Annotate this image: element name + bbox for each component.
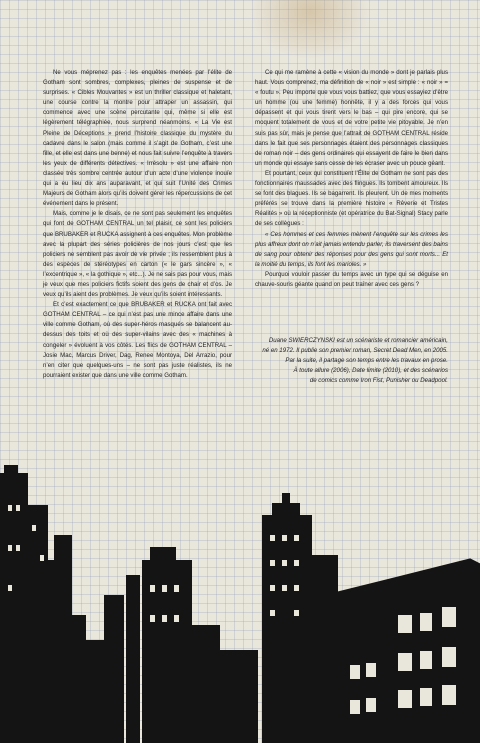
right-paragraph-3: Pourquoi vouloir passer du temps avec un type qui se déguise en chauve-souris géante quand on peut traîner avec ces gens ? bbox=[255, 270, 448, 288]
byline-line-5: de comics comme Iron Fist, Punisher ou Deadpool. bbox=[309, 377, 448, 385]
right-paragraph-1: Ce qui me ramène à cette « vision du monde » dont je parlais plus haut. Vous comprenez, ma définition de « noir » est simple : « noir » = « foutu ». Peu importe que vous vous battiez, que vous essayiez d’être un homme (ou une femme) honnête, il y a des forces qui vous dépassent et qui vous tirent vers le bas – qui pire encore, qui se moquent totalement de vous et de votre petite vie pitoyable. Je n’en suis pas sûr, mais je pense que l’attrait de GOTHAM CENTRAL réside dans le fait que ses personnages étaient des personnages classiques de roman noir – des gens ordinaires qui essayent de faire le bien dans un monde qui essaye sans cesse de les écraser avec un pouce géant. bbox=[255, 69, 448, 167]
byline-line-3: Par la suite, il partage son temps entre les travaux en prose. bbox=[285, 357, 448, 365]
byline-line-4: À toute allure (2006), Date limite (2010), et des scénarios bbox=[293, 367, 448, 375]
author-byline bbox=[255, 336, 448, 386]
right-column bbox=[255, 68, 448, 290]
city-skyline-illustration bbox=[0, 465, 480, 743]
byline-line-2: né en 1972. Il publie son premier roman, Secret Dead Men, en 2005. bbox=[262, 347, 448, 355]
left-paragraph-1: Ne vous méprenez pas : les enquêtes menées par l’élite de Gotham sont sombres, complexes, pleines de suspense et de surprises. « Cibles Mouvantes » est un thriller classique et haletant, une course contre la montre pour attraper un assassin, qui commence avec une scène percutante qui, même si elle est légèrement télégraphiée, nous surprend néanmoins. « La Vie est Pleine de Déceptions » prend l’histoire classique du mystère du cadavre dans le salon (mais comme il s’agit de Gotham, c’est une fille, et elle est dans une benne) et nous fait suivre l’enquête à travers les yeux de différents détectives. « Irrésolu » est une affaire non classée très sombre centrée autour d’un acte d’une violence inouïe qui a eu lieu dix ans auparavant, et qui suit l’Unité des Crimes Majeurs de Gotham alors qu’ils doivent gérer les répercussions de cet événement dans le présent. bbox=[43, 69, 232, 208]
left-paragraph-2: Mais, comme je le disais, ce ne sont pas seulement les enquêtes qui font de GOTHAM CENTRAL un tel plaisir, ce sont les policiers que BRUBAKER et RUCKA assignent à ces enquêtes. Mon problème avec la plupart des séries policières de nos jours c’est que les policiers ne semblent pas avoir de vie privée ; ils ressemblent plus à des espèces de stéréotypes en carton (« le gars sincère », « l’excentrique », « la gothique », etc...). Je ne sais pas pour vous, mais je veux que mes policiers fictifs soient des gens de chair et d’os. Je veux qu’ils aient des problèmes. Je veux qu’ils soient intéressants. bbox=[43, 210, 232, 299]
left-column bbox=[43, 68, 232, 381]
right-quote: « Ces hommes et ces femmes mènent l’enquête sur les crimes les plus affreux dont on n’ait jamais entendu parler, ils traversent des bains de sang pour obtenir des réponses pour des gens qui sont morts... Et la moitié du temps, ils font les marioles. » bbox=[255, 230, 448, 268]
left-paragraph-3: Et c’est exactement ce que BRUBAKER et RUCKA ont fait avec GOTHAM CENTRAL – ce qui n’est pas une mince affaire dans une ville comme Gotham, où des super-héros masqués se balancent au-dessus des toits et où des super-vilains avec des « machines à congeler » évoluent à vos côtés. Les flics de GOTHAM CENTRAL – Josie Mac, Marcus Driver, Dag, Renee Montoya, Del Arrazio, pour n’en citer que quelques-uns – ne sont pas juste réalistes, ils ne pourraient exister que dans une ville comme Gotham. bbox=[43, 301, 232, 379]
right-paragraph-2: Et pourtant, ceux qui constituent l’Élite de Gotham ne sont pas des fonctionnaires maussades avec des flingues. Ils tombent amoureux. Ils se font des blagues. Ils se bagarrent. Ils pleurent. Un de mes moments préférés se trouve dans la première histoire « Rêverie et Tristes Réalités » où la réceptionniste (et opératrice du Bat-Signal) Stacy parle de ses collègues : bbox=[255, 169, 448, 228]
byline-line-1: Duane SWIERCZYNSKI est un scénariste et romancier américain, bbox=[268, 337, 448, 344]
